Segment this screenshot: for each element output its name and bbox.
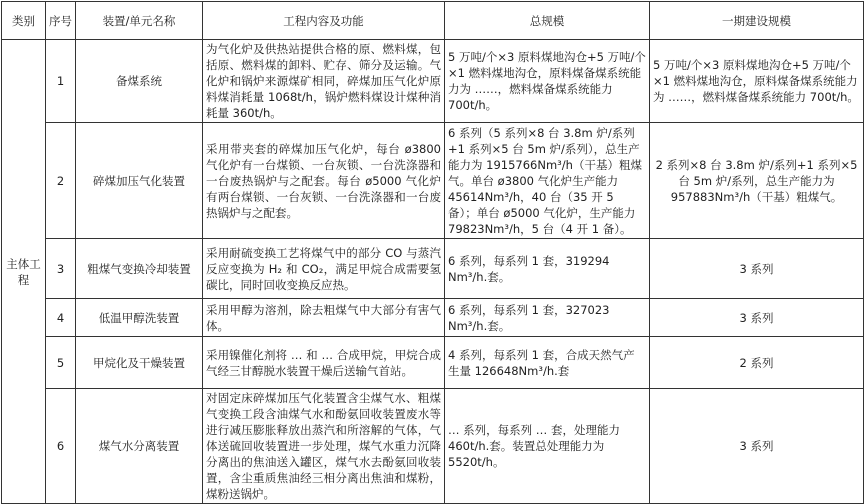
table-row — [2, 389, 864, 504]
total-scale-cell: 6 系列，每系列 1 套，319294 Nm³/h.套。 — [445, 239, 650, 299]
unit-cell: 备煤系统 — [76, 40, 203, 123]
seq-cell: 6 — [46, 389, 76, 504]
unit-cell: 低温甲醇洗装置 — [76, 299, 203, 337]
header-phase1-scale: 一期建设规模 — [650, 2, 864, 40]
phase1-scale-cell: 3 系列 — [650, 239, 864, 299]
content-cell: 采用耐硫变换工艺将煤气中的部分 CO 与蒸汽反应变换为 H₂ 和 CO₂，满足甲烷合成需要氢碳比，同时回收变换反应热。 — [203, 239, 445, 299]
phase1-scale-cell: 3 系列 — [650, 389, 864, 504]
content-cell: 采用镍催化剂将 … 和 … 合成甲烷，甲烷合成气经三甘醇脱水装置干燥后送输气首站。 — [203, 337, 445, 389]
total-scale-cell: 4 系列，每系列 1 套，合成天然气产生量 126648Nm³/h.套 — [445, 337, 650, 389]
category-cell: 主体工程 — [2, 40, 46, 504]
content-cell: 采用甲醇为溶剂，除去粗煤气中大部分有害气体。 — [203, 299, 445, 337]
phase1-scale-cell: 2 系列 — [650, 337, 864, 389]
seq-cell: 1 — [46, 40, 76, 123]
content-cell: 为气化炉及供热站提供合格的原、燃料煤，包括原、燃料煤的卸料、贮存、筛分及运输。气化炉和锅炉来源煤矿相同，碎煤加压气化炉原料煤消耗量 1068t/h，锅炉燃料煤设计煤种消耗量 360t/h。 — [203, 40, 445, 123]
header-category: 类别 — [2, 2, 46, 40]
table-row — [2, 123, 864, 239]
phase1-scale-cell: 3 系列 — [650, 299, 864, 337]
total-scale-cell: … 系列，每系列 … 套，处理能力 460t/h.套。装置总处理能力为 5520t/h。 — [445, 389, 650, 504]
header-seq: 序号 — [46, 2, 76, 40]
unit-cell: 煤气水分离装置 — [76, 389, 203, 504]
total-scale-cell: 5 万吨/个×3 原料煤地沟仓+5 万吨/个×1 燃料煤地沟仓，原料煤备煤系统能力为 ……，燃料煤备煤系统能力 700t/h。 — [445, 40, 650, 123]
seq-cell: 2 — [46, 123, 76, 239]
table-row — [2, 239, 864, 299]
header-unit: 装置/单元名称 — [76, 2, 203, 40]
table-row — [2, 337, 864, 389]
header-row — [2, 2, 864, 40]
engineering-table — [1, 1, 864, 504]
table-row — [2, 299, 864, 337]
content-cell: 采用带夹套的碎煤加压气化炉，每台 ø3800 气化炉有一台煤锁、一台灰锁、一台洗涤器和一台废热锅炉与之配套。每台 ø5000 气化炉有两台煤锁、一台灰锁、一台洗涤器和一台废热锅炉与之配套。 — [203, 123, 445, 239]
seq-cell: 4 — [46, 299, 76, 337]
header-total-scale: 总规模 — [445, 2, 650, 40]
phase1-scale-cell: 5 万吨/个×3 原料煤地沟仓+5 万吨/个×1 燃料煤地沟仓，原料煤备煤系统能力为 ……，燃料煤备煤系统能力 700t/h。 — [650, 40, 864, 123]
table-row — [2, 40, 864, 123]
total-scale-cell: 6 系列（5 系列×8 台 3.8m 炉/系列+1 系列×5 台 5m 炉/系列），总生产能力为 1915766Nm³/h（干基）粗煤气。单台 ø3800 气化炉生产能力 45614Nm³/h，40 台（35 开 5 备）；单台 ø5000 气化炉，生产能力 79823Nm³/h，5 台（4 开 1 备）。 — [445, 123, 650, 239]
header-content: 工程内容及功能 — [203, 2, 445, 40]
seq-cell: 5 — [46, 337, 76, 389]
unit-cell: 碎煤加压气化装置 — [76, 123, 203, 239]
seq-cell: 3 — [46, 239, 76, 299]
unit-cell: 粗煤气变换冷却装置 — [76, 239, 203, 299]
total-scale-cell: 6 系列，每系列 1 套，327023 Nm³/h.套。 — [445, 299, 650, 337]
content-cell: 对固定床碎煤加压气化装置含尘煤气水、粗煤气变换工段含油煤气水和酚氨回收装置废水等进行减压膨胀释放出蒸汽和所溶解的气体，气体送硫回收装置进一步处理，煤气水重力沉降分离出的焦油送入罐区，煤气水去酚氨回收装置，含尘重质焦油经三相分离出焦油和煤粉，煤粉送锅炉。 — [203, 389, 445, 504]
phase1-scale-cell: 2 系列×8 台 3.8m 炉/系列+1 系列×5 台 5m 炉/系列，总生产能力为 957883Nm³/h（干基）粗煤气。 — [650, 123, 864, 239]
unit-cell: 甲烷化及干燥装置 — [76, 337, 203, 389]
